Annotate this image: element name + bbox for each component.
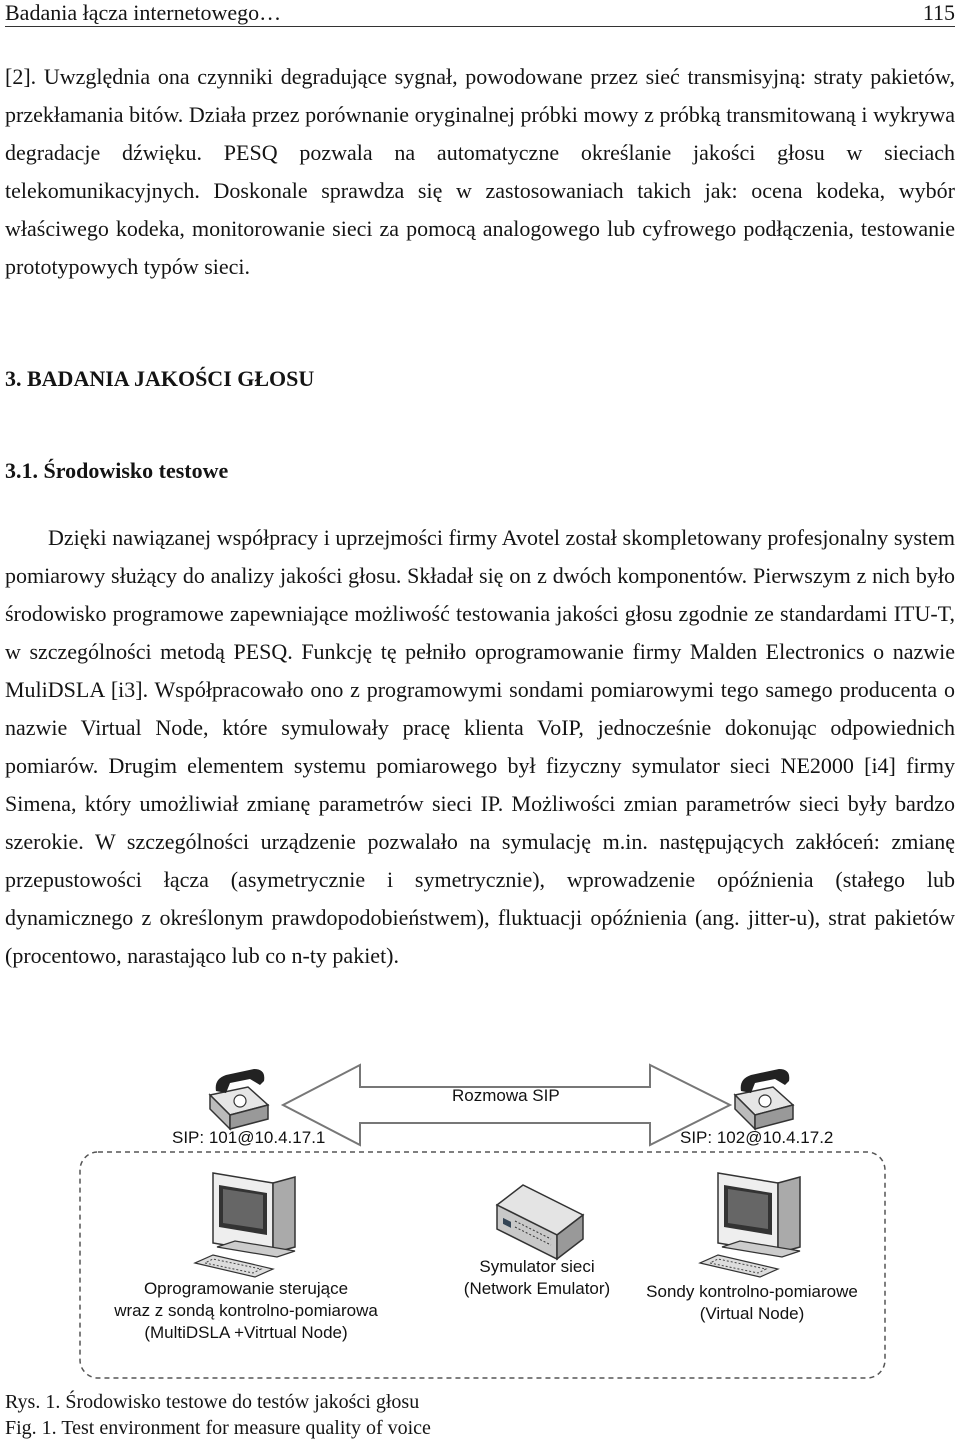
running-title: Badania łącza internetowego… [5, 0, 282, 25]
right-component-label: Sondy kontrolno-pomiarowe (Virtual Node) [646, 1282, 858, 1323]
caption-english: Fig. 1. Test environment for measure quality of voice [5, 1417, 431, 1439]
computer-icon [195, 1173, 295, 1277]
call-label: Rozmowa SIP [452, 1086, 560, 1105]
section-heading: 3. BADANIA JAKOŚCI GŁOSU [5, 366, 315, 391]
body-paragraph: Dzięki nawiązanej współpracy i uprzejmości firmy Avotel został skompletowany profesjonalny system pomiarowy służący do analizy jakości głosu. Składał się on z dwóch komponentów. Pierwszym z nich było środowisko programowe zapewniające możliwość testowania jakości głosu zgodnie ze standardami ITU-T, w szczególności metodą PESQ. Funkcję tę pełniło oprogramowanie firmy Malden Electronics o nazwie MuliDSLA [i3]. Współpracowało ono z programowymi sondami pomiarowymi tego samego producenta o nazwie Virtual Node, które symulowały pracę klienta VoIP, jednocześnie dokonując odpowiednich pomiarów. Drugim elementem systemu pomiarowego był fizyczny symulator sieci NE2000 [i4] firmy Simena, który umożliwiał zmianę parametrów sieci IP. Możliwości zmian parametrów sieci były bardzo szerokie. W szczególności urządzenie pozwalało na symulację m.in. następujących zakłóceń: zmianę przepustowości łącza (asymetrycznie i symetrycznie), wprowadzenie opóźnienia (stałego lub dynamicznego z określonym prawdopodobieństwem), fluktuacji opóźnienia (ang. jitter-u), strat pakietów (procentowo, narastająco lub co n-ty pakiet). [5, 525, 955, 968]
caption-polish: Rys. 1. Środowisko testowe do testów jakości głosu [5, 1391, 420, 1413]
figure-test-environment [0, 1035, 960, 1385]
running-header [5, 0, 955, 27]
page-number: 115 [922, 0, 955, 25]
sip-address-left: SIP: 101@10.4.17.1 [172, 1128, 326, 1147]
middle-component-label: Symulator sieci (Network Emulator) [463, 1257, 611, 1298]
subsection-heading: 3.1. Środowisko testowe [5, 458, 229, 483]
intro-paragraph: [2]. Uwzględnia ona czynniki degradujące sygnał, powodowane przez sieć transmisyjną: straty pakietów, przekłamania bitów. Działa przez porównanie oryginalnej próbki mowy z próbką transmitowaną i wykrywa degradacje dźwięku. PESQ pozwala na automatyczne określanie jakości głosu w sieciach telekomunikacyjnych. Doskonale sprawdza się w zastosowaniach takich jak: ocena kodeka, wybór właściwego kodeka, monitorowanie sieci za pomocą analogowego lub cyfrowego podłączenia, testowanie prototypowych typów sieci. [5, 64, 955, 279]
phone-icon [735, 1069, 793, 1129]
network-emulator-icon [497, 1185, 583, 1259]
phone-icon [210, 1069, 268, 1129]
left-component-label: Oprogramowanie sterujące wraz z sondą kontrolno-pomiarowa (MultiDSLA +Vitrtual Node) [114, 1279, 378, 1342]
computer-icon [700, 1173, 800, 1277]
sip-address-right: SIP: 102@10.4.17.2 [680, 1128, 834, 1147]
